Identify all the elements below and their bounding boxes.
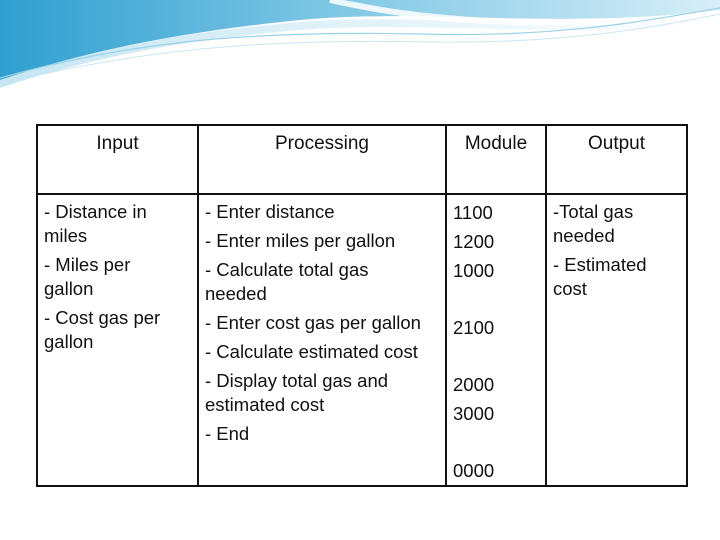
processing-step-line: - Enter miles per gallon [205, 230, 396, 251]
module-number: 2100 [453, 317, 495, 338]
output-item-line: needed [553, 225, 615, 246]
input-item-line: miles [44, 225, 88, 246]
body-row [37, 194, 687, 486]
module-number: 0000 [453, 460, 495, 481]
input-item-line: gallon [44, 278, 94, 299]
header-row [37, 125, 687, 194]
module-number: 2000 [453, 374, 495, 395]
module-number: 1200 [453, 231, 495, 252]
header-input: Input [37, 125, 198, 194]
processing-cell [198, 194, 446, 486]
processing-step-line: needed [205, 283, 267, 304]
module-cell [446, 194, 546, 486]
header-module: Module [446, 125, 546, 194]
processing-step-line: - Enter cost gas per gallon [205, 312, 421, 333]
processing-step-line: - Display total gas and [205, 370, 389, 391]
header-output: Output [546, 125, 687, 194]
header-processing: Processing [198, 125, 446, 194]
processing-step-line: - Calculate total gas [205, 259, 369, 280]
ipo-table [36, 124, 688, 487]
processing-step-line: - Enter distance [205, 201, 335, 222]
processing-step-line: - Calculate estimated cost [205, 341, 418, 362]
input-item-line: - Miles per [44, 254, 131, 275]
input-item-line: gallon [44, 331, 94, 352]
header-wave-decoration [0, 0, 720, 110]
output-item-line: -Total gas [553, 201, 634, 222]
module-number: 3000 [453, 403, 495, 424]
output-cell [546, 194, 687, 486]
output-item-line: - Estimated [553, 254, 647, 275]
input-item-line: - Cost gas per [44, 307, 161, 328]
module-number: 1000 [453, 260, 495, 281]
processing-step-line: estimated cost [205, 394, 325, 415]
input-item-line: - Distance in [44, 201, 147, 222]
output-item-line: cost [553, 278, 587, 299]
module-number: 1100 [453, 202, 493, 223]
input-cell [37, 194, 198, 486]
processing-step-line: - End [205, 423, 250, 444]
